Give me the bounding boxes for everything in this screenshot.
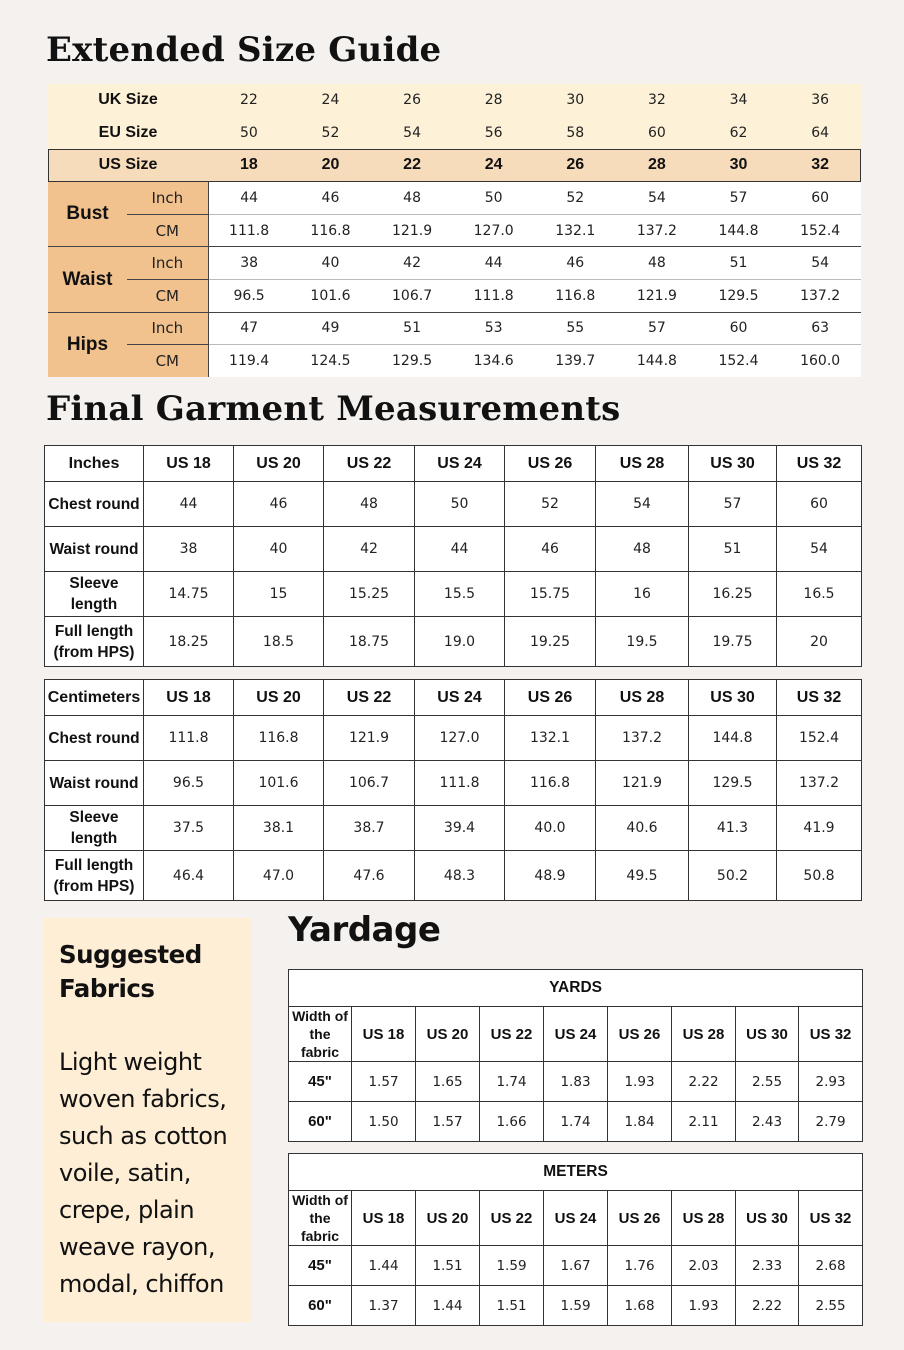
uk-size-value: 28 xyxy=(453,84,535,117)
yardage-value: 1.57 xyxy=(416,1102,480,1142)
measure-cm-value: 101.6 xyxy=(290,280,372,313)
measure-inch-value: 57 xyxy=(616,312,698,345)
unit-inch-label: Inch xyxy=(127,182,208,215)
us-size-value: 26 xyxy=(534,149,616,182)
garment-value: 48.3 xyxy=(415,851,505,901)
yardage-value: 2.55 xyxy=(799,1286,863,1326)
garment-value: 111.8 xyxy=(144,716,234,761)
garment-value: 48.9 xyxy=(505,851,596,901)
measure-inch-value: 46 xyxy=(534,247,616,280)
garment-value: 46.4 xyxy=(144,851,234,901)
measure-cm-value: 119.4 xyxy=(208,345,290,378)
garment-row-label-text: Sleeve length xyxy=(69,809,119,847)
uk-size-value: 24 xyxy=(290,84,372,117)
measure-cm-value: 116.8 xyxy=(534,280,616,313)
uk-size-value: 30 xyxy=(534,84,616,117)
measure-cm-value: 137.2 xyxy=(779,280,861,313)
yardage-value: 1.66 xyxy=(480,1102,544,1142)
garment-value: 16.25 xyxy=(689,572,777,617)
garment-value: 19.5 xyxy=(596,617,689,667)
garment-size-header: US 26 xyxy=(505,680,596,716)
us-size-value: 20 xyxy=(290,149,372,182)
width-label-line: the fabric xyxy=(300,1210,340,1244)
yardage-value: 2.43 xyxy=(736,1102,799,1142)
garment-value: 19.25 xyxy=(505,617,596,667)
garment-size-header: US 28 xyxy=(596,680,689,716)
uk-size-row xyxy=(48,84,861,117)
garment-value: 16.5 xyxy=(777,572,862,617)
yardage-value: 2.22 xyxy=(736,1286,799,1326)
eu-size-value: 58 xyxy=(534,117,616,150)
yardage-value: 1.50 xyxy=(352,1102,416,1142)
uk-size-value: 36 xyxy=(779,84,861,117)
unit-cm-label: CM xyxy=(127,345,208,378)
garment-value: 127.0 xyxy=(415,716,505,761)
uk-size-value: 34 xyxy=(698,84,780,117)
garment-value: 132.1 xyxy=(505,716,596,761)
garment-value: 50.8 xyxy=(777,851,862,901)
measure-inch-value: 44 xyxy=(453,247,535,280)
garment-value: 46 xyxy=(505,527,596,572)
garment-value: 144.8 xyxy=(689,716,777,761)
measure-cm-value: 121.9 xyxy=(371,214,453,247)
garment-row xyxy=(45,527,862,572)
eu-size-value: 50 xyxy=(208,117,290,150)
garment-inches-table xyxy=(44,445,862,667)
garment-value: 137.2 xyxy=(596,716,689,761)
yardage-size-header: US 18 xyxy=(352,1007,416,1062)
fabrics-line: voile, satin, xyxy=(59,1159,191,1187)
fabrics-description xyxy=(59,1044,237,1303)
yardage-value: 1.74 xyxy=(480,1062,544,1102)
garment-row-label-text: Sleeve length xyxy=(69,575,119,613)
garment-value: 111.8 xyxy=(415,761,505,806)
garment-row-label-text: Waist round xyxy=(49,774,139,792)
garment-value: 40.6 xyxy=(596,806,689,851)
width-label-line: Width of xyxy=(292,1192,348,1208)
measure-cm-value: 139.7 xyxy=(534,345,616,378)
garment-value: 15.5 xyxy=(415,572,505,617)
garment-row-label xyxy=(45,617,144,667)
measure-label: Bust xyxy=(48,182,127,247)
garment-value: 48 xyxy=(596,527,689,572)
yardage-row xyxy=(289,1062,863,1102)
yardage-value: 1.57 xyxy=(352,1062,416,1102)
yardage-caption: METERS xyxy=(289,1154,863,1191)
uk-size-value: 26 xyxy=(371,84,453,117)
yardage-row xyxy=(289,1102,863,1142)
garment-row-label-sub: (from HPS) xyxy=(53,877,135,895)
measure-inch-value: 44 xyxy=(208,182,290,215)
yardage-value: 1.76 xyxy=(608,1246,672,1286)
garment-size-header: US 22 xyxy=(324,680,415,716)
garment-row-label-text: Full length xyxy=(54,622,134,640)
measure-inch-value: 51 xyxy=(371,312,453,345)
garment-size-header: US 18 xyxy=(144,446,234,482)
yardage-size-header: US 28 xyxy=(672,1191,736,1246)
garment-row-label-text: Waist round xyxy=(49,540,139,558)
fabric-width: 45" xyxy=(289,1246,352,1286)
yardage-size-header: US 26 xyxy=(608,1191,672,1246)
yardage-caption-row xyxy=(289,1154,863,1191)
width-of-fabric-label xyxy=(289,1191,352,1246)
yardage-size-header: US 20 xyxy=(416,1191,480,1246)
yardage-value: 2.22 xyxy=(672,1062,736,1102)
yardage-value: 1.37 xyxy=(352,1286,416,1326)
garment-value: 38.1 xyxy=(234,806,324,851)
unit-inch-label: Inch xyxy=(127,312,208,345)
garment-size-header: US 20 xyxy=(234,680,324,716)
suggested-fabrics-box xyxy=(44,918,252,1322)
garment-value: 152.4 xyxy=(777,716,862,761)
garment-value: 44 xyxy=(144,482,234,527)
measure-cm-value: 137.2 xyxy=(616,214,698,247)
yardage-value: 1.44 xyxy=(352,1246,416,1286)
yardage-row xyxy=(289,1246,863,1286)
yardage-value: 1.67 xyxy=(544,1246,608,1286)
garment-row xyxy=(45,482,862,527)
yardage-value: 1.93 xyxy=(672,1286,736,1326)
measure-cm-value: 124.5 xyxy=(290,345,372,378)
measure-cm-value: 129.5 xyxy=(371,345,453,378)
garment-value: 50.2 xyxy=(689,851,777,901)
garment-value: 44 xyxy=(415,527,505,572)
measure-cm-value: 96.5 xyxy=(208,280,290,313)
garment-value: 50 xyxy=(415,482,505,527)
garment-size-header: US 24 xyxy=(415,680,505,716)
garment-row xyxy=(45,851,862,901)
yardage-header-row xyxy=(289,1007,863,1062)
measure-cm-value: 129.5 xyxy=(698,280,780,313)
yardage-title: Yardage xyxy=(288,910,441,950)
eu-size-value: 52 xyxy=(290,117,372,150)
garment-row-label xyxy=(45,806,144,851)
garment-value: 37.5 xyxy=(144,806,234,851)
garment-value: 60 xyxy=(777,482,862,527)
garment-value: 38 xyxy=(144,527,234,572)
garment-row-label xyxy=(45,527,144,572)
width-label-line: Width of xyxy=(292,1008,348,1024)
measure-cm-value: 116.8 xyxy=(290,214,372,247)
garment-row xyxy=(45,617,862,667)
measure-cm-value: 152.4 xyxy=(698,345,780,378)
yardage-value: 1.51 xyxy=(416,1246,480,1286)
garment-value: 41.3 xyxy=(689,806,777,851)
garment-value: 96.5 xyxy=(144,761,234,806)
garment-value: 47.6 xyxy=(324,851,415,901)
garment-row xyxy=(45,806,862,851)
garment-value: 18.75 xyxy=(324,617,415,667)
measure-inch-value: 54 xyxy=(779,247,861,280)
garment-value: 121.9 xyxy=(596,761,689,806)
yardage-size-header: US 26 xyxy=(608,1007,672,1062)
garment-value: 51 xyxy=(689,527,777,572)
garment-unit-header: Inches xyxy=(45,446,144,482)
garment-value: 41.9 xyxy=(777,806,862,851)
garment-row-label xyxy=(45,761,144,806)
measure-inch-value: 60 xyxy=(779,182,861,215)
fabrics-line: weave rayon, xyxy=(59,1233,215,1261)
garment-value: 18.5 xyxy=(234,617,324,667)
yardage-size-header: US 22 xyxy=(480,1007,544,1062)
yardage-size-header: US 32 xyxy=(799,1191,863,1246)
yardage-size-header: US 30 xyxy=(736,1007,799,1062)
garment-size-header: US 32 xyxy=(777,446,862,482)
eu-size-value: 56 xyxy=(453,117,535,150)
fabrics-line: modal, chiffon xyxy=(59,1270,224,1298)
measure-inch-value: 52 xyxy=(534,182,616,215)
fabric-width: 45" xyxy=(289,1062,352,1102)
size-guide-table xyxy=(48,84,861,377)
garment-row xyxy=(45,761,862,806)
us-size-row xyxy=(48,149,861,182)
yardage-size-header: US 22 xyxy=(480,1191,544,1246)
measure-inch-row xyxy=(48,312,861,345)
eu-size-value: 54 xyxy=(371,117,453,150)
garment-row xyxy=(45,572,862,617)
garment-value: 129.5 xyxy=(689,761,777,806)
yardage-value: 2.68 xyxy=(799,1246,863,1286)
yardage-value: 1.59 xyxy=(480,1246,544,1286)
yardage-value: 2.79 xyxy=(799,1102,863,1142)
garment-row-label-text: Chest round xyxy=(48,729,140,747)
garment-size-header: US 18 xyxy=(144,680,234,716)
measure-cm-row xyxy=(48,214,861,247)
garment-row xyxy=(45,716,862,761)
measure-inch-value: 50 xyxy=(453,182,535,215)
garment-cm-table xyxy=(44,679,862,901)
yardage-value: 2.03 xyxy=(672,1246,736,1286)
garment-value: 47.0 xyxy=(234,851,324,901)
us-size-label: US Size xyxy=(48,149,208,182)
garment-size-header: US 28 xyxy=(596,446,689,482)
measure-cm-value: 111.8 xyxy=(208,214,290,247)
uk-size-value: 22 xyxy=(208,84,290,117)
measure-label: Waist xyxy=(48,247,127,312)
measure-cm-value: 121.9 xyxy=(616,280,698,313)
fabrics-line: Light weight xyxy=(59,1048,202,1076)
yardage-value: 1.51 xyxy=(480,1286,544,1326)
garment-value: 137.2 xyxy=(777,761,862,806)
garment-value: 16 xyxy=(596,572,689,617)
garment-row-label-text: Chest round xyxy=(48,495,140,513)
measure-inch-value: 38 xyxy=(208,247,290,280)
measure-cm-value: 111.8 xyxy=(453,280,535,313)
garment-row-label xyxy=(45,851,144,901)
width-label-line: the fabric xyxy=(300,1026,340,1060)
garment-size-header: US 26 xyxy=(505,446,596,482)
garment-value: 116.8 xyxy=(234,716,324,761)
measure-inch-value: 47 xyxy=(208,312,290,345)
garment-unit-header: Centimeters xyxy=(45,680,144,716)
garment-row-label-sub: (from HPS) xyxy=(53,643,135,661)
measure-inch-row xyxy=(48,247,861,280)
yardage-size-header: US 24 xyxy=(544,1191,608,1246)
garment-row-label xyxy=(45,716,144,761)
garment-value: 19.0 xyxy=(415,617,505,667)
measure-cm-value: 106.7 xyxy=(371,280,453,313)
us-size-value: 18 xyxy=(208,149,290,182)
eu-size-value: 62 xyxy=(698,117,780,150)
yardage-caption-row xyxy=(289,970,863,1007)
measure-inch-value: 53 xyxy=(453,312,535,345)
measure-cm-value: 134.6 xyxy=(453,345,535,378)
yardage-value: 1.44 xyxy=(416,1286,480,1326)
yardage-row xyxy=(289,1286,863,1326)
measure-cm-value: 144.8 xyxy=(698,214,780,247)
measure-inch-value: 49 xyxy=(290,312,372,345)
yardage-header-row xyxy=(289,1191,863,1246)
measure-inch-row xyxy=(48,182,861,215)
yardage-value: 1.83 xyxy=(544,1062,608,1102)
garment-value: 40.0 xyxy=(505,806,596,851)
fabrics-title: Suggested Fabrics xyxy=(59,940,202,1003)
garment-size-header: US 20 xyxy=(234,446,324,482)
garment-value: 46 xyxy=(234,482,324,527)
us-size-value: 24 xyxy=(453,149,535,182)
garment-row-label xyxy=(45,572,144,617)
yardage-value: 1.59 xyxy=(544,1286,608,1326)
us-size-value: 32 xyxy=(779,149,861,182)
garment-value: 39.4 xyxy=(415,806,505,851)
measure-inch-value: 46 xyxy=(290,182,372,215)
measure-inch-value: 63 xyxy=(779,312,861,345)
yardage-value: 1.65 xyxy=(416,1062,480,1102)
garment-value: 106.7 xyxy=(324,761,415,806)
garment-value: 14.75 xyxy=(144,572,234,617)
yardage-size-header: US 32 xyxy=(799,1007,863,1062)
garment-value: 15.75 xyxy=(505,572,596,617)
garment-value: 121.9 xyxy=(324,716,415,761)
uk-size-label: UK Size xyxy=(48,84,208,117)
measure-inch-value: 51 xyxy=(698,247,780,280)
garment-size-header: US 30 xyxy=(689,446,777,482)
garment-size-header: US 32 xyxy=(777,680,862,716)
unit-cm-label: CM xyxy=(127,214,208,247)
measure-cm-value: 144.8 xyxy=(616,345,698,378)
garment-title: Final Garment Measurements xyxy=(46,389,621,429)
yardage-size-header: US 28 xyxy=(672,1007,736,1062)
garment-row-label-text: Full length xyxy=(54,856,134,874)
garment-header-row xyxy=(45,446,862,482)
yardage-value: 1.68 xyxy=(608,1286,672,1326)
yardage-value: 1.84 xyxy=(608,1102,672,1142)
yardage-value: 1.93 xyxy=(608,1062,672,1102)
measure-inch-value: 57 xyxy=(698,182,780,215)
yardage-value: 2.93 xyxy=(799,1062,863,1102)
garment-value: 116.8 xyxy=(505,761,596,806)
measure-cm-row xyxy=(48,345,861,378)
garment-value: 19.75 xyxy=(689,617,777,667)
measure-cm-value: 127.0 xyxy=(453,214,535,247)
unit-inch-label: Inch xyxy=(127,247,208,280)
yardage-meters-table xyxy=(288,1153,863,1326)
measure-inch-value: 48 xyxy=(616,247,698,280)
fabrics-line: crepe, plain xyxy=(59,1196,195,1224)
garment-row-label xyxy=(45,482,144,527)
garment-value: 48 xyxy=(324,482,415,527)
measure-cm-row xyxy=(48,280,861,313)
fabric-width: 60" xyxy=(289,1102,352,1142)
yardage-caption: YARDS xyxy=(289,970,863,1007)
garment-value: 38.7 xyxy=(324,806,415,851)
yardage-size-header: US 18 xyxy=(352,1191,416,1246)
size-guide-title: Extended Size Guide xyxy=(46,30,442,70)
yardage-size-header: US 24 xyxy=(544,1007,608,1062)
eu-size-row xyxy=(48,117,861,150)
yardage-yards-table xyxy=(288,969,863,1142)
eu-size-label: EU Size xyxy=(48,117,208,150)
us-size-value: 28 xyxy=(616,149,698,182)
yardage-value: 1.74 xyxy=(544,1102,608,1142)
garment-value: 57 xyxy=(689,482,777,527)
garment-value: 52 xyxy=(505,482,596,527)
measure-label: Hips xyxy=(48,312,127,377)
garment-value: 54 xyxy=(596,482,689,527)
measure-inch-value: 54 xyxy=(616,182,698,215)
measure-inch-value: 48 xyxy=(371,182,453,215)
garment-value: 42 xyxy=(324,527,415,572)
fabrics-line: such as cotton xyxy=(59,1122,228,1150)
yardage-value: 2.33 xyxy=(736,1246,799,1286)
garment-value: 54 xyxy=(777,527,862,572)
yardage-value: 2.55 xyxy=(736,1062,799,1102)
eu-size-value: 64 xyxy=(779,117,861,150)
measure-inch-value: 55 xyxy=(534,312,616,345)
us-size-value: 22 xyxy=(371,149,453,182)
yardage-size-header: US 30 xyxy=(736,1191,799,1246)
yardage-value: 2.11 xyxy=(672,1102,736,1142)
measure-inch-value: 60 xyxy=(698,312,780,345)
garment-value: 49.5 xyxy=(596,851,689,901)
garment-value: 20 xyxy=(777,617,862,667)
garment-size-header: US 22 xyxy=(324,446,415,482)
measure-cm-value: 152.4 xyxy=(779,214,861,247)
unit-cm-label: CM xyxy=(127,280,208,313)
garment-value: 15 xyxy=(234,572,324,617)
measure-inch-value: 40 xyxy=(290,247,372,280)
uk-size-value: 32 xyxy=(616,84,698,117)
garment-value: 101.6 xyxy=(234,761,324,806)
fabric-width: 60" xyxy=(289,1286,352,1326)
measure-inch-value: 42 xyxy=(371,247,453,280)
garment-value: 18.25 xyxy=(144,617,234,667)
measure-cm-value: 132.1 xyxy=(534,214,616,247)
measure-cm-value: 160.0 xyxy=(779,345,861,378)
width-of-fabric-label xyxy=(289,1007,352,1062)
eu-size-value: 60 xyxy=(616,117,698,150)
garment-size-header: US 30 xyxy=(689,680,777,716)
garment-header-row xyxy=(45,680,862,716)
us-size-value: 30 xyxy=(698,149,780,182)
garment-value: 40 xyxy=(234,527,324,572)
garment-size-header: US 24 xyxy=(415,446,505,482)
fabrics-line: woven fabrics, xyxy=(59,1085,227,1113)
garment-value: 15.25 xyxy=(324,572,415,617)
yardage-size-header: US 20 xyxy=(416,1007,480,1062)
